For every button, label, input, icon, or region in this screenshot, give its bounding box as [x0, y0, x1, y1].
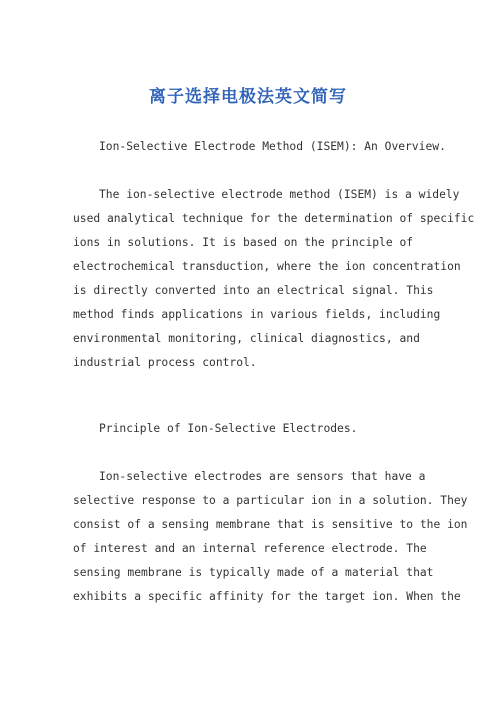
- section-heading-principle: [73, 417, 429, 441]
- paragraph-line: consist of a sensing membrane that is sensitive to the ion: [73, 518, 468, 531]
- paragraph-line: ions in solutions. It is based on the principle of: [73, 236, 414, 249]
- heading-text: Ion-Selective Electrode Method (ISEM): An Overview.: [99, 140, 446, 153]
- section-heading-overview: [73, 135, 446, 159]
- paragraph-line: selective response to a particular ion in a solution. They: [73, 494, 468, 507]
- paragraph-line: used analytical technique for the determination of specific: [73, 212, 475, 225]
- paragraph-principle: [73, 465, 468, 609]
- paragraph-line: electrochemical transduction, where the ion concentration: [73, 260, 461, 273]
- paragraph-line: exhibits a specific affinity for the target ion. When the: [73, 590, 461, 603]
- document-title: 离子选择电极法英文简写: [149, 87, 347, 107]
- paragraph-line: industrial process control.: [73, 356, 257, 369]
- heading-text: Principle of Ion-Selective Electrodes.: [99, 422, 358, 435]
- paragraph-line: method finds applications in various fields, including: [73, 308, 441, 321]
- paragraph-line: environmental monitoring, clinical diagnostics, and: [73, 332, 420, 345]
- paragraph-line: is directly converted into an electrical signal. This: [73, 284, 434, 297]
- paragraph-line: The ion-selective electrode method (ISEM) is a widely: [99, 188, 460, 201]
- paragraph-ise-method: [73, 183, 475, 375]
- paragraph-line: of interest and an internal reference electrode. The: [73, 542, 427, 555]
- paragraph-line: Ion-selective electrodes are sensors that have a: [99, 470, 426, 483]
- paragraph-line: sensing membrane is typically made of a material that: [73, 566, 434, 579]
